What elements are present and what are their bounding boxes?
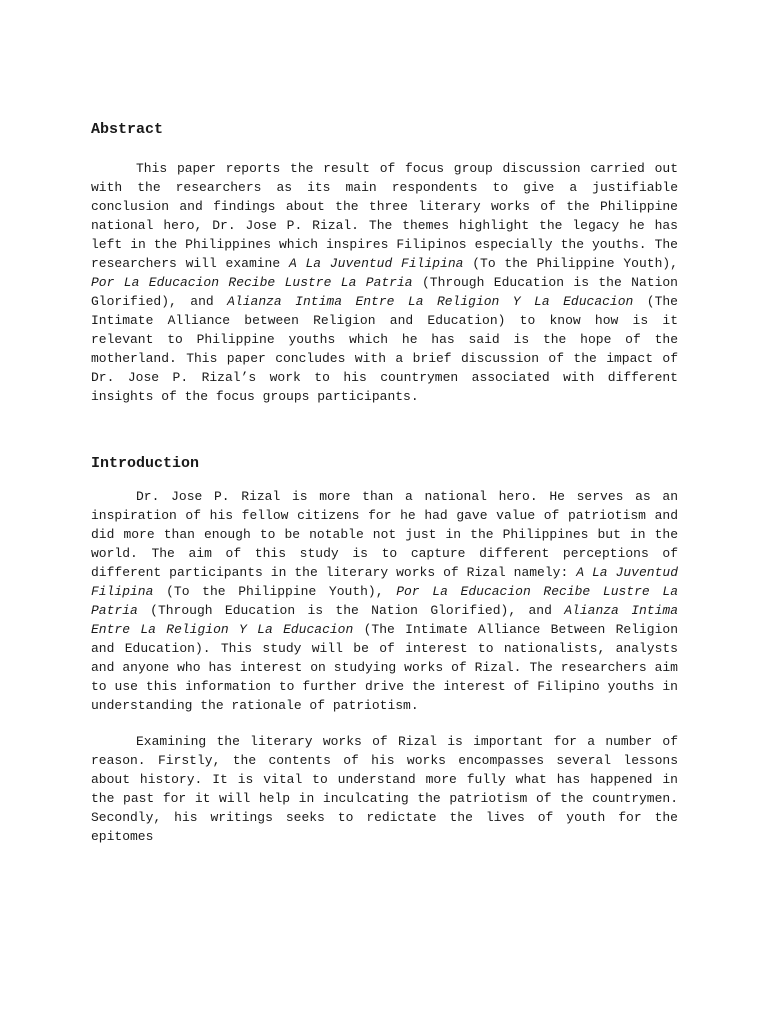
introduction-paragraph-2: Examining the literary works of Rizal is important for a number of reason. Firstly, the contents of his works encompasses several lessons about history. It is vital to understand more fully what has happened in the past for it will help in inculcating the patriotism of the countrymen. Secondly, his writings seeks to redictate the lives of youth for the epitomes	[91, 734, 678, 844]
italic-title: Por La Educacion Recibe Lustre La Patria	[91, 584, 678, 618]
introduction-heading: Introduction	[91, 455, 200, 472]
italic-title: Por La Educacion Recibe Lustre La Patria	[91, 275, 413, 290]
introduction-paragraph-1: Dr. Jose P. Rizal is more than a national hero. He serves as an inspiration of his fellow citizens for he had gave value of patriotism and did more than enough to be notable not just in the Philippines but in the world. The aim of this study is to capture different perceptions of different participants in the literary works of Rizal namely: A La Juventud Filipina (To the Philippine Youth), Por La Educacion Recibe Lustre La Patria (Through Education is the Nation Glorified), and Alianza Intima Entre La Religion Y La Educacion (The Intimate Alliance Between Religion and Education). This study will be of interest to nationalists, analysts and anyone who has interest on studying works of Rizal. The researchers aim to use this information to further drive the interest of Filipino youths in understanding the rationale of patriotism.	[91, 489, 678, 713]
abstract-paragraph: This paper reports the result of focus group discussion carried out with the researchers as its main respondents to give a justifiable conclusion and findings about the three literary works of the Philippine national hero, Dr. Jose P. Rizal. The themes highlight the legacy he has left in the Philippines which inspires Filipinos especially the youths. The researchers will examine A La Juventud Filipina (To the Philippine Youth), Por La Educacion Recibe Lustre La Patria (Through Education is the Nation Glorified), and Alianza Intima Entre La Religion Y La Educacion (The Intimate Alliance between Religion and Education) to know how is it relevant to Philippine youths which he has said is the hope of the motherland. This paper concludes with a brief discussion of the impact of Dr. Jose P. Rizal’s work to his countrymen associated with different insights of the focus groups participants.	[91, 161, 678, 404]
italic-title: Alianza Intima Entre La Religion Y La Educacion	[227, 294, 634, 309]
italic-title: Alianza Intima Entre La Religion Y La Educacion	[91, 603, 678, 637]
italic-title: A La Juventud Filipina	[91, 565, 678, 599]
abstract-heading: Abstract	[91, 121, 164, 138]
document-page	[91, 120, 678, 863]
italic-title: A La Juventud Filipina	[288, 256, 464, 271]
